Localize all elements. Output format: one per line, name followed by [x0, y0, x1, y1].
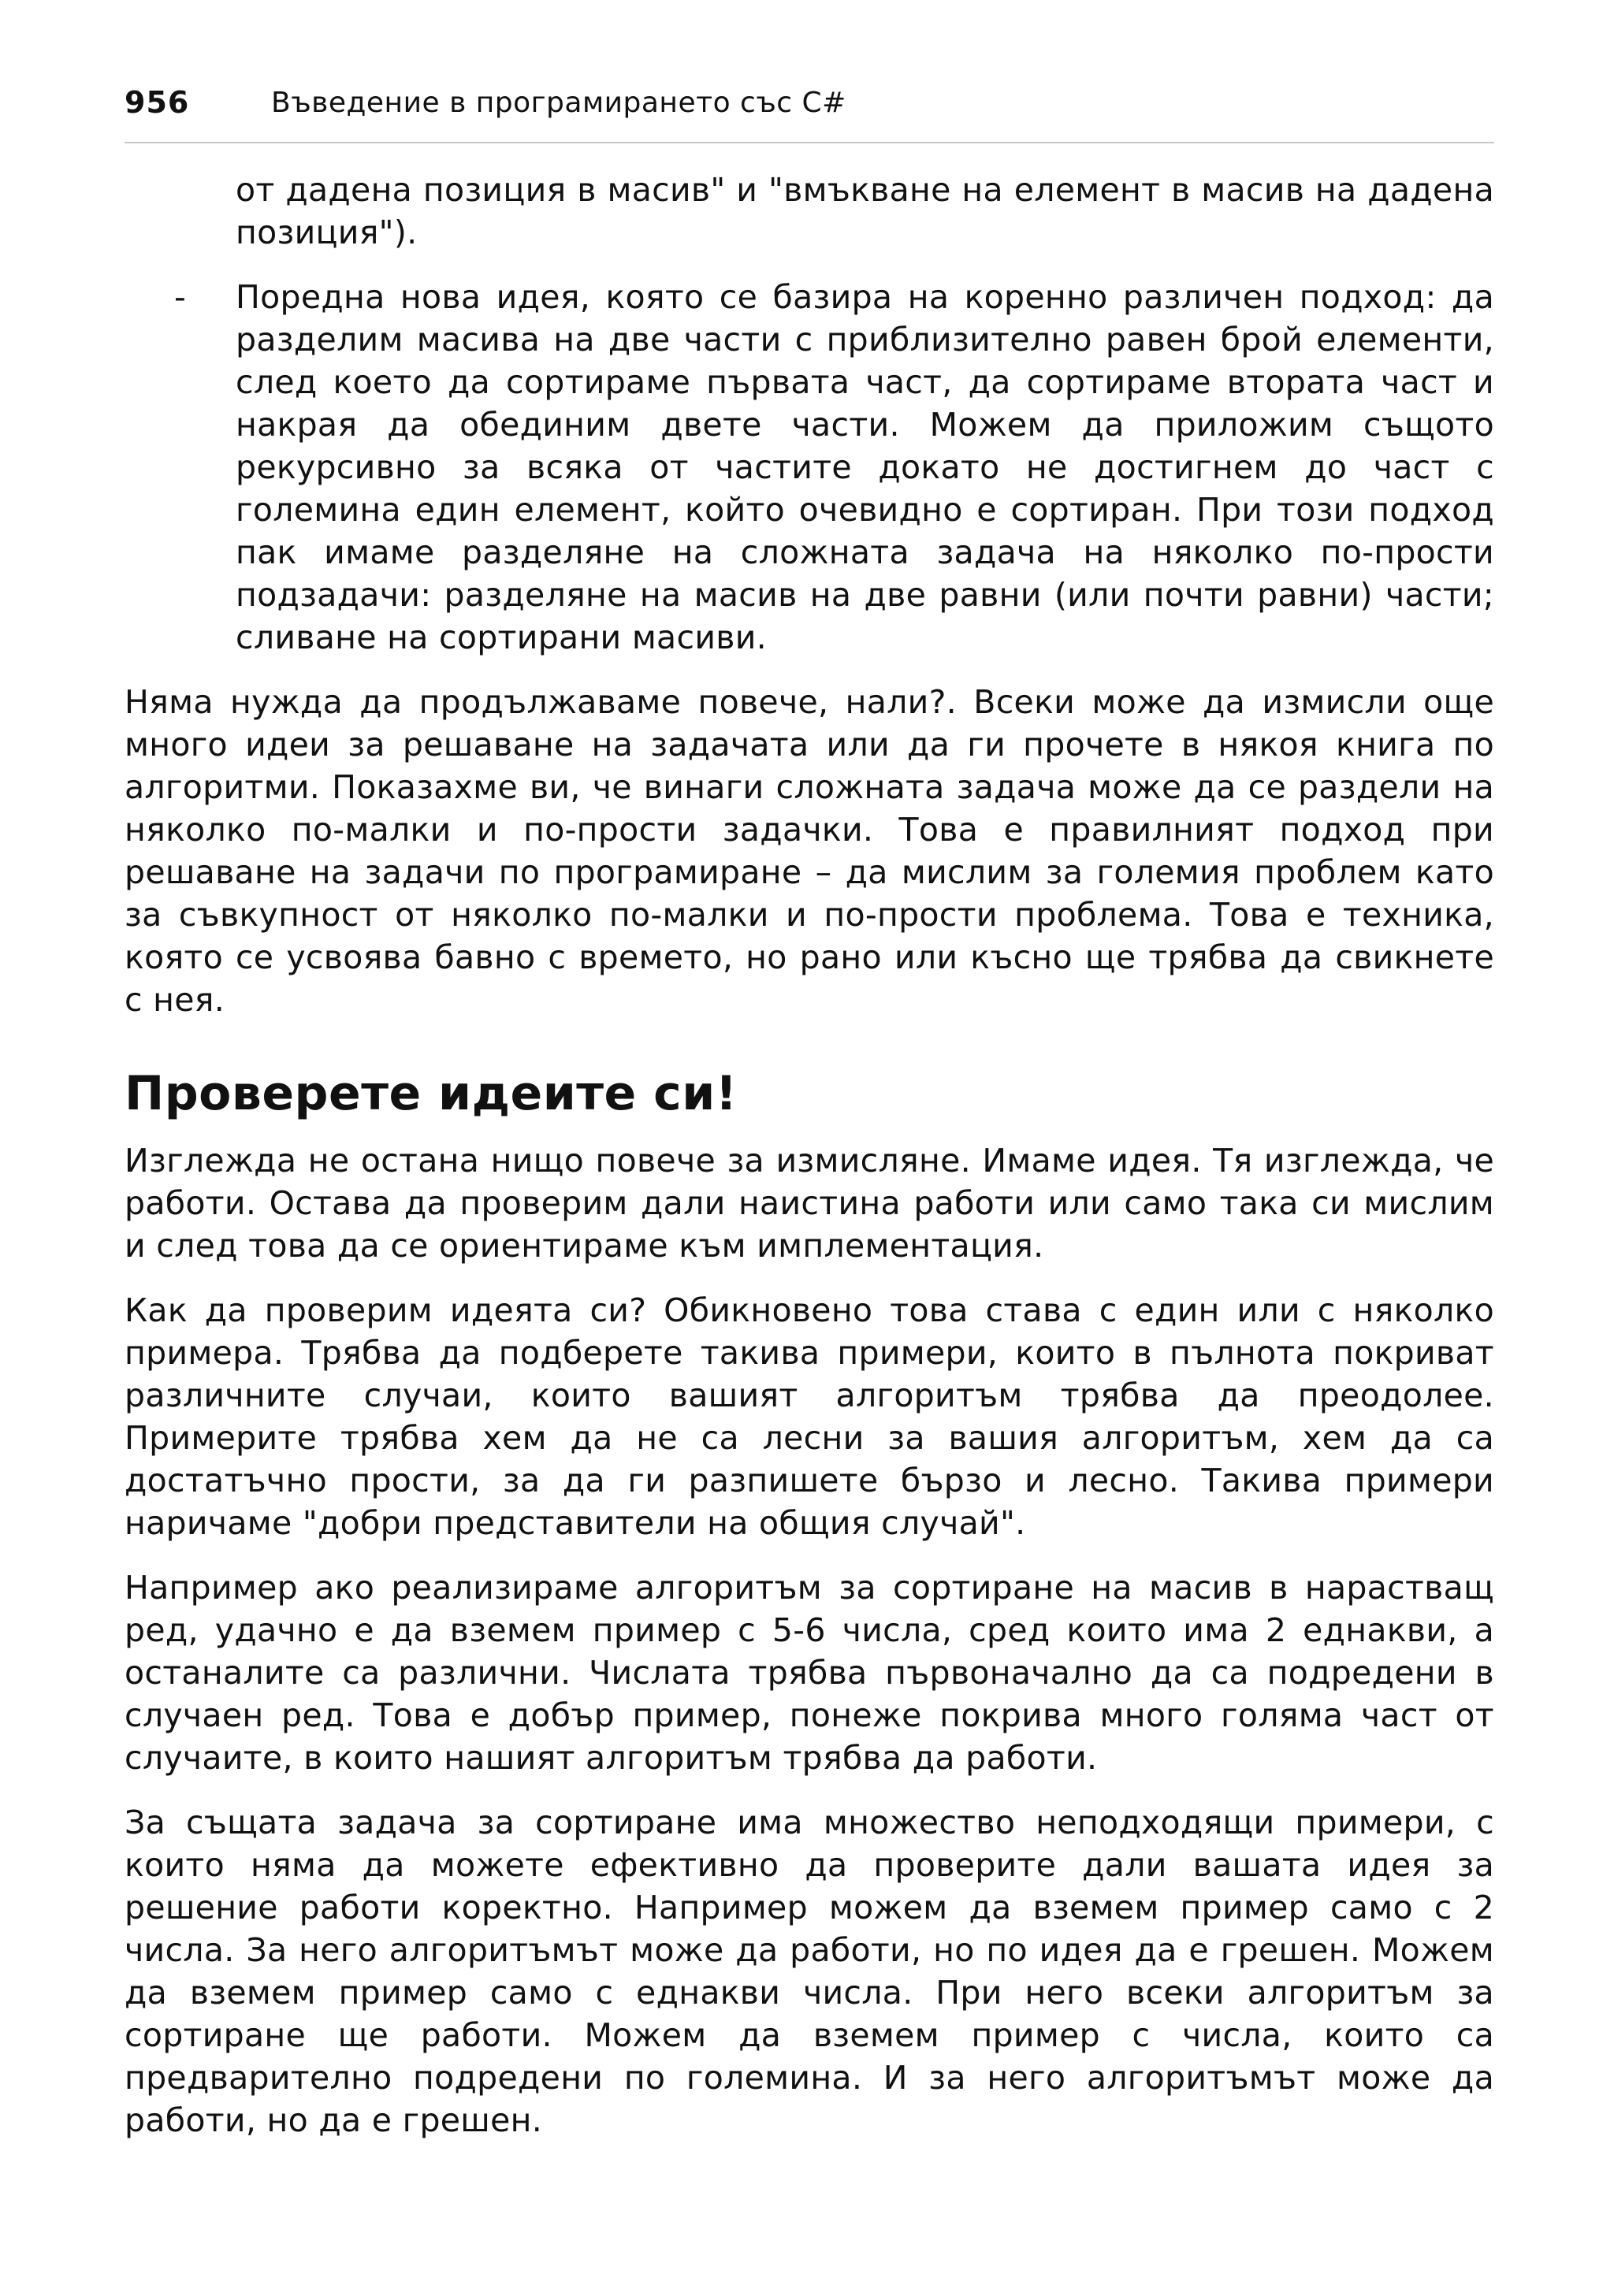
paragraph: Как да проверим идеята си? Обикновено това става с един или с няколко примера. Трябва да подберете такива примери, които в пълнота покриват различните случаи, които вашият алгоритъм трябва да преодолее. Примерите трябва хем да не са лесни за вашия алгоритъм, хем да са достатъчно прости, за да ги разпишете бързо и лесно. Такива примери наричаме "добри представители на общия случай".: [125, 1291, 1494, 1542]
page-body: [125, 169, 1494, 2164]
page-number: 956: [125, 85, 190, 120]
paragraph: Изглежда не остана нищо повече за измисляне. Имаме идея. Тя изглежда, че работи. Остава да проверим дали наистина работи или само така си мислим и след това да се ориентираме към имплементация.: [125, 1142, 1494, 1265]
book-title: Въведение в програмирането със C#: [271, 87, 846, 119]
running-header: [125, 76, 1494, 143]
continued-list-item: от дадена позиция в масив" и "вмъкване на елемент в масив на дадена позиция").: [236, 171, 1494, 251]
list-bullet: -: [174, 278, 186, 316]
list-item-text: Поредна нова идея, която се базира на коренно различен подход: да разделим масива на две части с приблизително равен брой елементи, след което да сортираме първата част, да сортираме втората част и накрая да обединим двете части. Можем да приложим същото рекурсивно за всяка от частите докато не достигнем до част с големина един елемент, който очевидно е сортиран. При този подход пак имаме разделяне на сложната задача на няколко по-прости подзадачи: разделяне на масив на две равни (или почти равни) части; сливане на сортирани масиви.: [236, 278, 1494, 656]
paragraph: Например ако реализираме алгоритъм за сортиране на масив в нарастващ ред, удачно е да вземем пример с 5-6 числа, сред които има 2 еднакви, а останалите са различни. Числата трябва първоначално да са подредени в случаен ред. Това е добър пример, понеже покрива много голяма част от случаите, в които нашият алгоритъм трябва да работи.: [125, 1569, 1494, 1777]
paragraph: Няма нужда да продължаваме повече, нали?. Всеки може да измисли още много идеи за решаване на задачата или да ги прочете в някоя книга по алгоритми. Показахме ви, че винаги сложната задача може да се раздели на няколко по-малки и по-прости задачки. Това е правилният подход при решаване на задачи по програмиране – да мислим за големия проблем като за съвкупност от няколко по-малки и по-прости проблема. Това е техника, която се усвоява бавно с времето, но рано или късно ще трябва да свикнете с нея.: [125, 683, 1494, 1019]
paragraph: За същата задача за сортиране има множество неподходящи примери, с които няма да можете ефективно да проверите дали вашата идея за решение работи коректно. Например можем да вземем пример само с 2 числа. За него алгоритъмът може да работи, но по идея да е грешен. Можем да вземем пример само с еднакви числа. При него всеки алгоритъм за сортиране ще работи. Можем да вземем пример с числа, които са предварително подредени по големина. И за него алгоритъмът може да работи, но да е грешен.: [125, 1804, 1494, 2139]
list-item: [174, 276, 1494, 659]
section-heading: Проверете идеите си!: [125, 1066, 738, 1121]
